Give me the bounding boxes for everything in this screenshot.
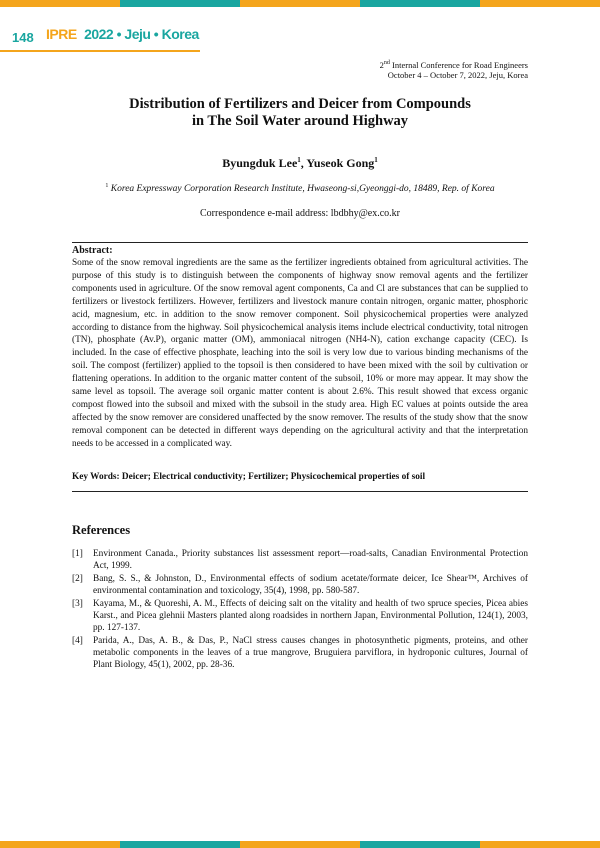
- references-heading: References: [72, 523, 131, 537]
- reference-text: Parida, A., Das, A. B., & Das, P., NaCl stress causes changes in photosynthetic pigments, proteins, and other metabolic components in the leaves of a true mangrove, Bruguiera parviflora, in hydroponic cultures, Journal of Plant Biology, 45(1), 2002, pp. 28-36.: [93, 636, 528, 670]
- conference-logo: [46, 26, 199, 42]
- correspondence-email: Correspondence e-mail address: lbdbhy@ex.co.kr: [200, 208, 400, 219]
- paper-title: [72, 96, 528, 130]
- author-1-affil: 1: [297, 156, 301, 164]
- reference-number: [4]: [72, 636, 83, 646]
- reference-number: [1]: [72, 549, 83, 559]
- abstract-top-rule: [72, 242, 528, 243]
- author-separator: ,: [300, 156, 307, 170]
- author-2-affil: 1: [374, 156, 378, 164]
- year-location: 2022 • Jeju • Korea: [84, 26, 199, 42]
- abstract-heading: Abstract:: [72, 245, 113, 256]
- title-line-1: Distribution of Fertilizers and Deicer from Compounds: [129, 96, 471, 112]
- page-header: [0, 22, 200, 52]
- conference-ordinal: 2: [379, 59, 384, 70]
- reference-item: [72, 548, 528, 572]
- header-underline: [0, 50, 200, 52]
- logo-text: IPRE: [46, 26, 77, 42]
- reference-text: Kayama, M., & Quoreshi, A. M., Effects of deicing salt on the vitality and health of two spruce species, Picea abies Karst., and Picea glehnii Masters planted along roadsides in northern Japan, Environmental Pollution, 124(1), 2003, pp. 127-137.: [93, 599, 528, 633]
- conference-dates: October 4 – October 7, 2022, Jeju, Korea: [387, 69, 528, 80]
- author-list: [72, 156, 528, 171]
- reference-number: [3]: [72, 599, 83, 609]
- abstract-bottom-rule: [72, 491, 528, 492]
- reference-number: [2]: [72, 574, 83, 584]
- top-color-stripe: [0, 0, 600, 7]
- title-line-2: in The Soil Water around Highway: [191, 113, 409, 129]
- page-number: 148: [12, 30, 34, 45]
- keywords: Key Words: Deicer; Electrical conductivity; Fertilizer; Physicochemical properties of soil: [72, 472, 426, 482]
- reference-item: [72, 573, 528, 597]
- conference-info: [380, 58, 528, 80]
- reference-list: [72, 548, 528, 672]
- conference-ordinal-sup: nd: [383, 60, 390, 66]
- conference-name: Internal Conference for Road Engineers: [389, 59, 528, 70]
- reference-text: Environment Canada., Priority substances list assessment report—road-salts, Canadian Environmental Protection Act, 1999.: [93, 549, 528, 571]
- reference-item: [72, 598, 528, 634]
- abstract-body: Some of the snow removal ingredients are the same as the fertilizer ingredients obtained from agricultural activities. The purpose of this study is to distinguish between the components of highway snow removal agents and the fertilizer components used in agriculture. Of the snow removal agent components, Ca and Cl are substances that can be supplied to fertilizers or livestock fertilizers. However, fertilizers and livestock manure contain nitrogen, organic matter, phosphoric acid, magnesium, etc. in addition to the snow remover component. Soil physicochemical properties were analyzed according to distance from the highway. Soil physicochemical analysis items include electrical conductivity, total nitrogen (TN), phosphate (Av.P), organic matter (OM), ammoniacal nitrogen (NH4-N), cation exchange capacity (CEC). Is included. In the case of effective phosphate, leaching into the soil is very low due to various binding mechanisms of the soil. The compost (fertilizer) applied to the topsoil is then considered to have been mixed with the soil by cultivation or flattening operations. In addition to the organic matter content of the subsoil, 10% or more may appear. It may show the same level as topsoil. The average soil organic matter content is about 2.6%. This result showed that excess organic compost flowed into the subsoil and mixed with the subsoil in the study area. High EC values at points outside the area affected by the snow remover are considered unaffected by the snow remover. The results of the study show that the snow removal component can be detected in different ways depending on the agricultural activity and that the interpretation needs to be accessed in a complicated way.: [72, 258, 528, 449]
- author-2: Yuseok Gong: [306, 156, 375, 170]
- bottom-color-stripe: [0, 841, 600, 848]
- affiliation-text: Korea Expressway Corporation Research Institute, Hwaseong-si,Gyeonggi-do, 18489, Rep. of Korea: [108, 184, 495, 195]
- reference-item: [72, 635, 528, 671]
- author-1: Byungduk Lee: [222, 156, 298, 170]
- affiliation: [72, 183, 528, 194]
- reference-text: Bang, S. S., & Johnston, D., Environmental effects of sodium acetate/formate deicer, Ice Shear™, Archives of environmental contamination and toxicology, 35(4), 1998, pp. 580-587.: [93, 574, 528, 596]
- affiliation-marker: 1: [105, 183, 109, 189]
